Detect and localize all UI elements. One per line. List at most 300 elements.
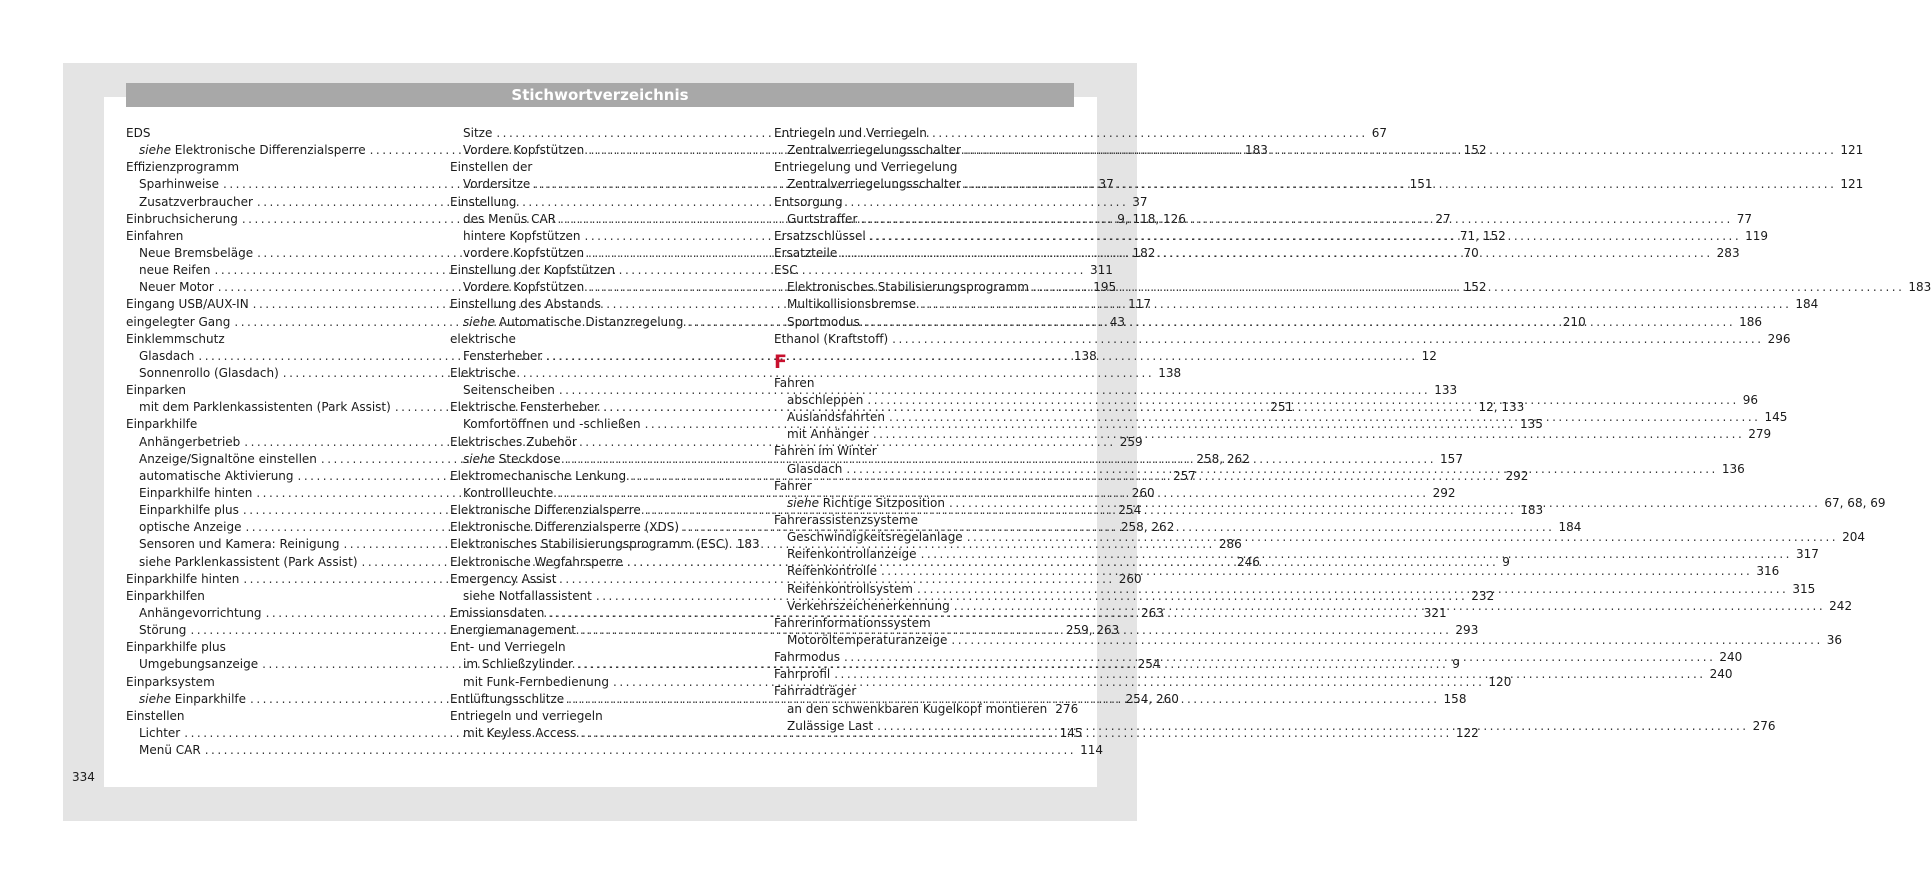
index-term-text: Zusatzverbraucher xyxy=(139,194,253,209)
index-term-text: Fahren xyxy=(774,375,815,390)
page-reference: 67, 68, 69 xyxy=(1824,495,1886,510)
index-term-text: eingelegter Gang xyxy=(126,314,231,329)
index-term xyxy=(774,245,837,262)
index-term-text: Elektronische Wegfahrsperre xyxy=(450,554,623,569)
index-entry xyxy=(450,536,760,553)
index-term-text: EDS xyxy=(126,126,151,140)
index-term-text: Vordersitze xyxy=(463,177,531,192)
index-term-text: Kontrollleuchte xyxy=(463,485,554,500)
index-term xyxy=(787,581,913,598)
index-term xyxy=(450,554,623,571)
dot-leader xyxy=(844,649,1715,666)
index-term-text: Einparkhilfe xyxy=(126,417,198,432)
index-entry xyxy=(126,159,426,176)
page-reference: 77 xyxy=(1736,211,1753,226)
page-reference: 67 xyxy=(1371,126,1388,140)
index-term-text: des Menüs CAR xyxy=(463,211,557,226)
index-term xyxy=(774,649,840,666)
index-term xyxy=(787,296,916,313)
dot-leader xyxy=(921,546,1792,563)
index-term-text: Einklemmschutz xyxy=(126,331,225,346)
index-term-text: siehe Parklenkassistent (Park Assist) xyxy=(139,554,358,569)
index-term xyxy=(787,461,842,478)
index-term xyxy=(139,142,366,159)
index-entry xyxy=(126,416,426,433)
index-term-text: mit Funk-Fernbedienung xyxy=(463,674,610,689)
page-reference: 276 xyxy=(1055,701,1079,716)
index-term-text: Elektrische Fensterheber xyxy=(450,400,600,415)
page-reference: 145 xyxy=(1764,410,1788,425)
index-term-text: Energiemanagement xyxy=(450,623,577,638)
index-term-text: Elektronische Differenzialsperre xyxy=(450,503,641,518)
index-term xyxy=(450,519,679,536)
index-term-text: Einparkhilfe hinten xyxy=(126,571,240,586)
index-entry xyxy=(774,683,1074,700)
index-term xyxy=(126,708,185,725)
page-reference: 121 xyxy=(1840,143,1864,158)
index-term xyxy=(450,536,729,553)
page-number: 334 xyxy=(72,770,95,784)
page-reference: 258, 262 xyxy=(1120,520,1175,535)
index-term-text: Neue Bremsbeläge xyxy=(139,245,254,260)
see-reference-prefix: siehe xyxy=(787,495,819,510)
index-term-text: Glasdach xyxy=(787,461,843,476)
index-term-text: Einstellung der Kopfstützen xyxy=(450,263,615,278)
index-entry xyxy=(450,365,750,382)
page-reference: 186 xyxy=(1739,314,1763,329)
index-term xyxy=(463,279,584,296)
page-title: Stichwortverzeichnis xyxy=(126,83,1074,107)
index-term xyxy=(774,331,888,348)
index-term-text: Entsorgung xyxy=(774,194,843,209)
index-term-text: siehe Notfallassistent xyxy=(463,588,592,603)
page-reference: 43 xyxy=(1109,314,1126,329)
page-reference: 152 xyxy=(1463,280,1487,295)
index-term-text: Entriegeln und verriegeln xyxy=(450,708,603,723)
page-reference: 279 xyxy=(1748,427,1772,442)
index-entry xyxy=(450,708,750,725)
index-term-text: Richtige Sitzposition xyxy=(818,495,945,510)
page-reference: 70 xyxy=(1463,245,1479,260)
page-reference: 195 xyxy=(1093,280,1117,295)
see-reference-prefix: siehe xyxy=(463,451,495,466)
index-entry xyxy=(774,615,1074,632)
index-term-text: vordere Kopfstützen xyxy=(463,245,585,260)
index-term-text: Geschwindigkeitsregelanlage xyxy=(787,530,963,545)
index-term-text: Einparkhilfen xyxy=(126,588,205,603)
dot-leader xyxy=(870,228,1741,245)
index-term xyxy=(139,554,358,571)
index-term xyxy=(126,125,150,142)
index-term-text: hintere Kopfstützen xyxy=(463,228,581,243)
page-reference: 121 xyxy=(1840,177,1864,192)
index-term xyxy=(139,245,253,262)
index-term-text: Elektromechanische Lenkung xyxy=(450,468,627,483)
page-reference: 321 xyxy=(1423,605,1447,620)
index-term-text: Zentralverriegelungsschalter xyxy=(787,143,961,158)
page-reference: 254 xyxy=(1137,657,1161,672)
index-subentry xyxy=(774,632,1843,649)
index-term xyxy=(126,331,225,348)
page-reference: 136 xyxy=(1721,461,1745,476)
index-term xyxy=(463,314,683,331)
index-term xyxy=(463,485,553,502)
page-reference: 157 xyxy=(1440,451,1463,466)
index-term xyxy=(787,426,869,443)
index-term xyxy=(787,211,857,228)
index-term-text: Fahrradträger xyxy=(774,684,857,699)
index-entry xyxy=(450,194,750,211)
dot-leader xyxy=(889,409,1760,426)
index-term-text: Verkehrszeichenerkennung xyxy=(787,598,950,613)
index-term-text: Ersatzteile xyxy=(774,245,838,260)
index-term xyxy=(787,142,961,159)
dot-leader xyxy=(965,176,1836,193)
index-term-text: Steckdose xyxy=(494,451,561,466)
dot-leader xyxy=(954,598,1825,615)
index-term xyxy=(139,519,241,536)
index-term-text: Emergency Assist xyxy=(450,571,557,586)
index-term-text: Komfortöffnen und -schließen xyxy=(463,417,641,432)
page-reference: 232 xyxy=(1471,588,1495,603)
index-term xyxy=(774,375,814,392)
page-reference: 158 xyxy=(1443,691,1467,706)
page-reference: 254, 260 xyxy=(1125,691,1179,706)
index-term-text: Ent- und Verriegeln xyxy=(450,640,566,655)
index-term xyxy=(126,211,238,228)
index-term-text: Entriegeln und Verriegeln xyxy=(774,126,927,140)
index-term xyxy=(774,666,830,683)
index-entry xyxy=(450,434,750,451)
see-reference-prefix: siehe xyxy=(139,691,171,706)
index-term xyxy=(787,314,860,331)
dot-leader xyxy=(877,718,1748,735)
page-reference: 145 xyxy=(1059,725,1083,740)
index-entry xyxy=(126,125,426,142)
index-term-text: mit Keyless Access xyxy=(463,725,577,740)
index-term-text: Fahrerassistenzsysteme xyxy=(774,512,918,527)
page-reference: 311 xyxy=(1089,263,1113,278)
index-term-text: Ersatzschlüssel xyxy=(774,228,866,243)
index-term-text: Umgebungsanzeige xyxy=(139,657,259,672)
index-term-text: Anhängerbetrieb xyxy=(139,434,241,449)
index-term xyxy=(774,125,927,142)
index-term-text: Reifenkontrolle xyxy=(787,564,877,579)
page-reference: 242 xyxy=(1829,598,1853,613)
dot-leader xyxy=(861,211,1732,228)
index-entry xyxy=(774,331,1791,348)
index-term xyxy=(139,536,339,553)
index-term xyxy=(463,245,584,262)
index-term xyxy=(139,365,279,382)
index-entry xyxy=(774,375,1074,392)
page-reference: 204 xyxy=(1842,530,1865,545)
index-term-text: Einstellen der xyxy=(450,160,533,175)
index-term-text: Fahren im Winter xyxy=(774,444,877,459)
index-term-text: abschleppen xyxy=(787,392,864,407)
index-term xyxy=(787,701,1047,718)
index-term-text: Reifenkontrollsystem xyxy=(787,581,913,596)
page-reference: 315 xyxy=(1792,581,1816,596)
index-term-text: elektrische xyxy=(450,331,516,346)
page-reference: 12, 133 xyxy=(1478,400,1525,415)
index-term-text: Sensoren und Kamera: Reinigung xyxy=(139,537,340,552)
page-reference: 283 xyxy=(1716,245,1740,260)
index-term-text: Menü CAR xyxy=(139,743,201,758)
index-term-text: Zulässige Last xyxy=(787,718,874,733)
page-reference: 260 xyxy=(1131,485,1155,500)
index-term xyxy=(463,674,609,691)
section-letter: F xyxy=(774,350,787,373)
index-term xyxy=(450,296,601,313)
index-term-text: Einfahren xyxy=(126,228,184,243)
page-reference: 135 xyxy=(1519,417,1543,432)
index-term-text: Sparhinweise xyxy=(139,177,220,192)
page-reference: 251 xyxy=(1270,400,1294,415)
index-term xyxy=(463,176,530,193)
index-entry xyxy=(450,571,750,588)
index-term xyxy=(774,615,931,632)
index-entry xyxy=(774,478,1074,495)
index-term xyxy=(787,409,885,426)
index-term-text: Lichter xyxy=(139,725,181,740)
index-term-text: Einparkhilfe hinten xyxy=(139,485,253,500)
index-term xyxy=(463,348,542,365)
index-term-text: an den schwenkbaren Kugelkopf montieren xyxy=(787,701,1048,716)
index-term xyxy=(787,598,950,615)
index-term xyxy=(139,656,258,673)
page-reference: 184 xyxy=(1558,520,1582,535)
page-reference: 246 xyxy=(1236,554,1260,569)
dot-leader xyxy=(846,461,1717,478)
index-term xyxy=(139,691,246,708)
index-term xyxy=(450,399,599,416)
index-term-text: Zentralverriegelungsschalter xyxy=(787,177,961,192)
page-reference: 260 xyxy=(1118,571,1142,586)
index-entry xyxy=(126,588,426,605)
index-term xyxy=(450,502,641,519)
index-term-text: Emissionsdaten xyxy=(450,605,545,620)
index-term xyxy=(126,159,239,176)
index-term xyxy=(450,639,566,656)
page-reference: 37 xyxy=(1132,194,1148,209)
page-reference: 254 xyxy=(1118,503,1142,518)
index-term xyxy=(126,588,205,605)
index-term-text: Einparksystem xyxy=(126,674,215,689)
index-term xyxy=(450,194,516,211)
page-reference: 182 xyxy=(1132,245,1156,260)
index-term-text: ESC xyxy=(774,263,798,278)
index-term xyxy=(450,434,577,451)
index-term-text: automatische Aktivierung xyxy=(139,468,294,483)
index-entry xyxy=(774,125,1074,142)
index-term-text: Sportmodus xyxy=(787,314,860,329)
index-term xyxy=(139,622,186,639)
index-term-text: Ethanol (Kraftstoff) xyxy=(774,331,889,346)
dot-leader xyxy=(917,581,1788,598)
dot-leader xyxy=(965,142,1836,159)
index-term xyxy=(450,262,615,279)
index-term-text: optische Anzeige xyxy=(139,520,242,535)
index-term-text: Reifenkontrollanzeige xyxy=(787,547,917,562)
index-entry xyxy=(774,262,1074,279)
index-term xyxy=(139,485,252,502)
dot-leader xyxy=(841,245,1712,262)
index-entry xyxy=(450,262,750,279)
dot-leader xyxy=(881,563,1752,580)
index-term xyxy=(463,211,556,228)
index-term-text: Auslandsfahrten xyxy=(787,410,886,425)
index-term xyxy=(139,468,294,485)
page-reference: 183 xyxy=(1244,143,1268,158)
index-term xyxy=(139,502,239,519)
index-term-text: im Schließzylinder xyxy=(463,657,573,672)
index-term xyxy=(774,512,918,529)
index-term-text: Glasdach xyxy=(139,348,195,363)
page-reference: 296 xyxy=(1767,331,1791,346)
page-reference: 292 xyxy=(1505,468,1529,483)
index-term-text: Anhängevorrichtung xyxy=(139,605,262,620)
page-reference: 263 xyxy=(1140,605,1164,620)
index-term xyxy=(139,399,391,416)
index-term xyxy=(463,451,561,468)
page-reference: 210 xyxy=(1562,314,1586,329)
page-reference: 292 xyxy=(1432,485,1456,500)
page-reference: 183 xyxy=(1908,280,1931,295)
page-reference: 12 xyxy=(1421,348,1437,363)
index-term-text: Einbruchsicherung xyxy=(126,211,238,226)
index-term xyxy=(126,639,226,656)
dot-leader xyxy=(834,666,1705,683)
index-term xyxy=(139,279,214,296)
index-term-text: Elektronische Differenzialsperre (XDS) xyxy=(450,520,680,535)
index-term-text: mit dem Parklenkassistenten (Park Assist) xyxy=(139,400,391,415)
index-term xyxy=(463,142,584,159)
dot-leader xyxy=(920,296,1791,313)
index-entry xyxy=(774,159,1074,176)
index-term xyxy=(450,159,532,176)
index-term xyxy=(787,176,961,193)
dot-leader xyxy=(864,314,1735,331)
index-term xyxy=(450,691,564,708)
index-term-text: Multikollisionsbremse xyxy=(787,297,916,312)
page-reference: 71, 152 xyxy=(1459,228,1506,243)
index-term-text: Sitze xyxy=(463,126,493,140)
index-term-text: Elektrisches Zubehör xyxy=(450,434,577,449)
index-term xyxy=(139,605,262,622)
index-term xyxy=(126,571,239,588)
index-term xyxy=(774,262,798,279)
index-entry xyxy=(126,674,426,691)
index-term-text: Neuer Motor xyxy=(139,280,214,295)
dot-leader xyxy=(1033,279,1904,296)
index-entry xyxy=(126,331,426,348)
index-term xyxy=(139,348,194,365)
index-term-text: Elektronisches Stabilisierungsprogramm (ESC) xyxy=(450,537,729,552)
index-term xyxy=(463,382,555,399)
page-reference: 293 xyxy=(1455,623,1479,638)
page-reference: 138 xyxy=(1158,365,1182,380)
index-term-text: Elektronische Differenzialsperre xyxy=(170,143,366,158)
index-term xyxy=(787,495,945,512)
index-term xyxy=(450,571,557,588)
index-term xyxy=(126,416,197,433)
index-term xyxy=(463,588,592,605)
page-reference: 259 xyxy=(1119,434,1143,449)
index-term xyxy=(787,529,963,546)
index-term-text: Motoröltemperaturanzeige xyxy=(787,632,948,647)
index-term xyxy=(139,742,201,759)
index-term xyxy=(450,365,516,382)
page-reference: 37 xyxy=(1098,177,1114,192)
index-term-text: Entriegelung und Verriegelung xyxy=(774,160,958,175)
index-entry xyxy=(126,228,426,245)
page-reference: 114 xyxy=(1080,743,1103,758)
dot-leader xyxy=(867,392,1738,409)
page-reference: 258, 262 xyxy=(1196,451,1250,466)
page-reference: 122 xyxy=(1455,725,1479,740)
index-term xyxy=(126,296,249,313)
index-term xyxy=(463,125,492,142)
page-reference: 151 xyxy=(1409,177,1433,192)
page-reference: 120 xyxy=(1488,674,1512,689)
index-subentry xyxy=(126,742,1103,759)
dot-leader xyxy=(205,742,1076,759)
index-term xyxy=(463,725,576,742)
index-term-text: neue Reifen xyxy=(139,263,211,278)
page-reference: 276 xyxy=(1752,718,1776,733)
index-subentry xyxy=(774,701,1079,718)
page-reference: 27 xyxy=(1435,211,1451,226)
index-term xyxy=(774,228,866,245)
page-reference: 133 xyxy=(1434,383,1458,398)
index-term-text: Fahrprofil xyxy=(774,667,831,682)
index-entry xyxy=(126,639,426,656)
index-term-text: Anzeige/Signaltöne einstellen xyxy=(139,451,317,466)
index-term xyxy=(787,632,947,649)
index-term-text: Einstellen xyxy=(126,708,185,723)
index-term xyxy=(126,228,183,245)
dot-leader xyxy=(967,529,1838,546)
index-term-text: Störung xyxy=(139,623,187,638)
index-term-text: Fahrmodus xyxy=(774,650,840,665)
index-term xyxy=(774,159,957,176)
index-term xyxy=(787,718,873,735)
index-term xyxy=(774,194,843,211)
page-reference: 240 xyxy=(1709,667,1733,682)
index-entry xyxy=(450,159,750,176)
index-term xyxy=(139,262,211,279)
index-term-text: Elektrische xyxy=(450,365,517,380)
index-term xyxy=(787,279,1029,296)
index-term-text: Fahrerinformationssystem xyxy=(774,615,931,630)
dot-leader xyxy=(892,331,1763,348)
index-term xyxy=(126,382,186,399)
index-term-text: Fahrer xyxy=(774,478,812,493)
page-reference: 259, 263 xyxy=(1065,623,1120,638)
index-term-text: Vordere Kopfstützen xyxy=(463,143,585,158)
page-reference: 317 xyxy=(1795,547,1819,562)
page-reference: 36 xyxy=(1826,632,1843,647)
index-entry xyxy=(126,708,426,725)
page-reference: 9, 118, 126 xyxy=(1117,211,1186,226)
index-term xyxy=(139,451,317,468)
page-reference: 9 xyxy=(1502,554,1510,569)
dot-leader xyxy=(949,495,1820,512)
page-reference: 9 xyxy=(1452,657,1460,672)
index-term-text: Effizienzprogramm xyxy=(126,160,240,175)
index-term-text: Einparkhilfe plus xyxy=(139,503,239,518)
